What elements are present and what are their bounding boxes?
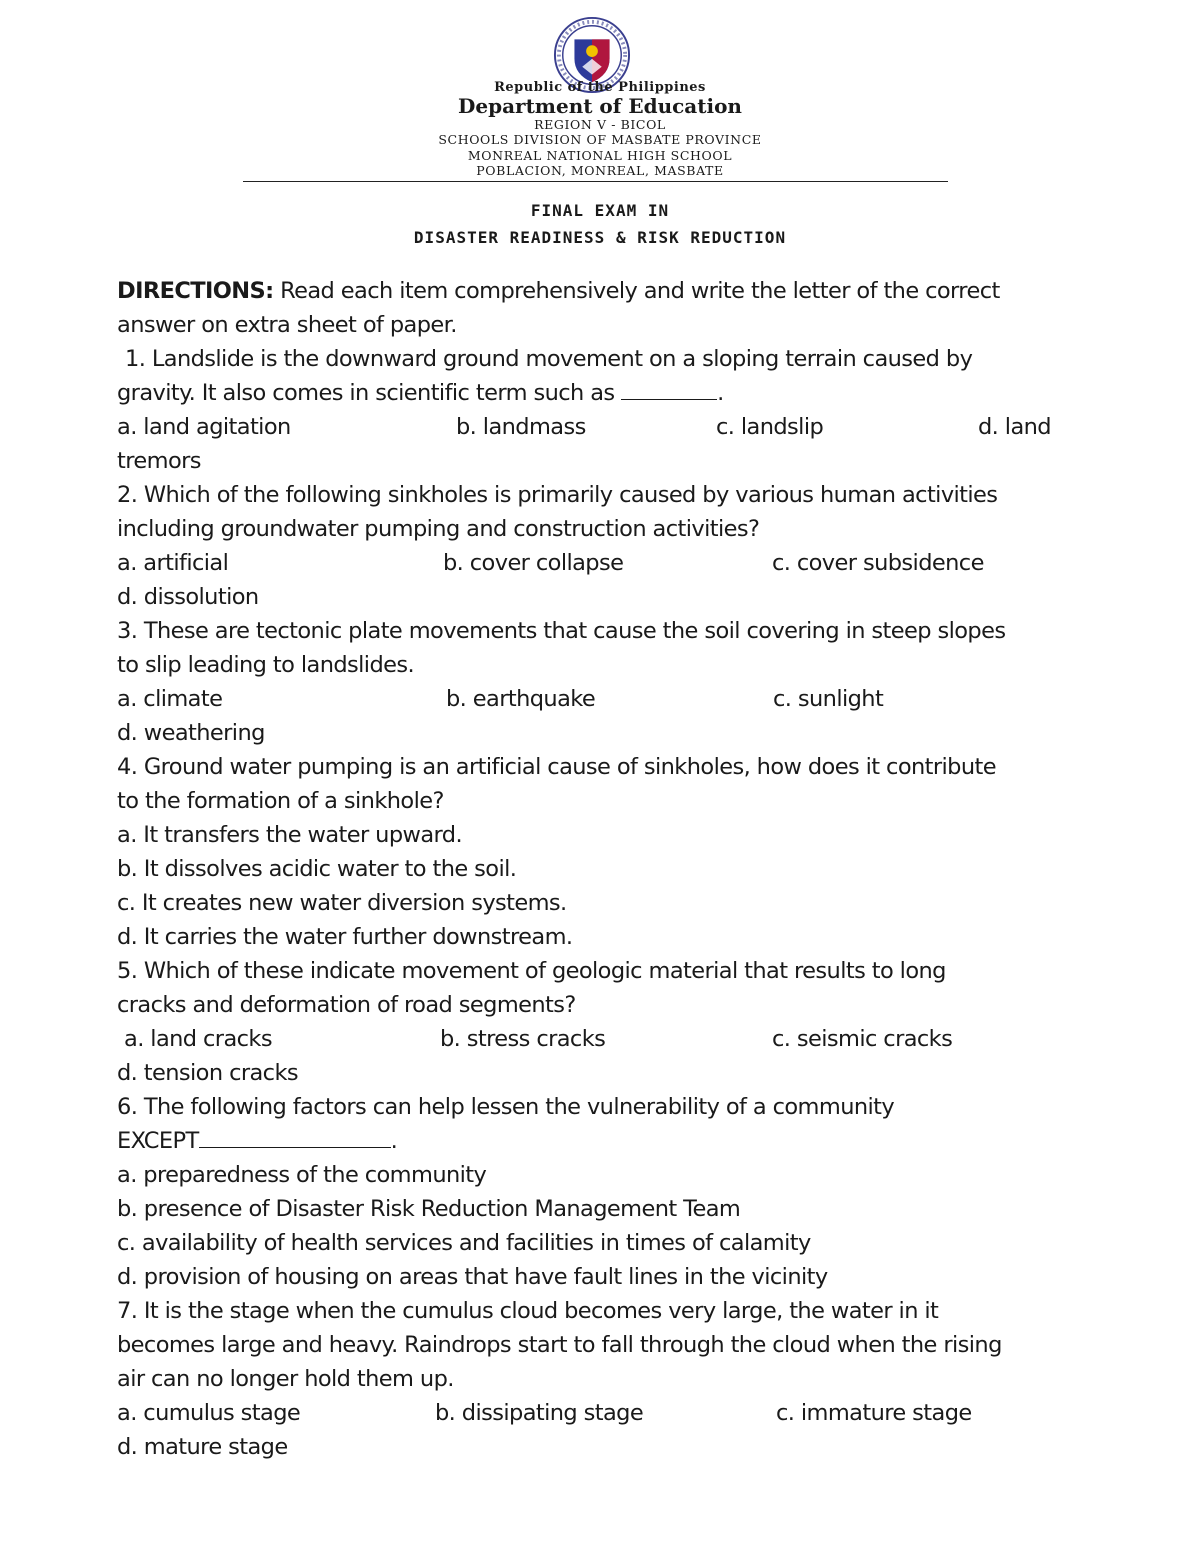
exam-content: [117, 274, 1087, 1464]
answer-blank: [621, 377, 717, 400]
option-c: c. landslip: [716, 414, 824, 440]
question-7-line2: becomes large and heavy. Raindrops start to fall through the cloud when the rising: [117, 1332, 1002, 1358]
option-a: a. It transfers the water upward.: [117, 822, 462, 848]
question-3-options: [117, 682, 1087, 716]
question-1-line2: [117, 376, 1087, 410]
option-a: a. artificial: [117, 550, 229, 576]
answer-blank: [199, 1125, 391, 1148]
directions-text: Read each item comprehensively and write the letter of the correct: [273, 278, 1000, 304]
question-7-option-d: d. mature stage: [117, 1434, 288, 1460]
question-7-line1: 7. It is the stage when the cumulus cloud becomes very large, the water in it: [117, 1298, 939, 1324]
question-1-tail: .: [717, 380, 724, 406]
option-a: a. climate: [117, 686, 223, 712]
option-a: a. land agitation: [117, 414, 291, 440]
option-c: c. immature stage: [776, 1400, 972, 1426]
division-line: SCHOOLS DIVISION OF MASBATE PROVINCE: [438, 132, 762, 147]
question-4-line1: 4. Ground water pumping is an artificial cause of sinkholes, how does it contribute: [117, 754, 996, 780]
directions-line2: answer on extra sheet of paper.: [117, 312, 457, 338]
question-6-tail: .: [390, 1128, 398, 1154]
option-a: a. preparedness of the community: [117, 1162, 487, 1188]
question-5-line2: cracks and deformation of road segments?: [117, 992, 576, 1018]
header-divider: [243, 181, 948, 182]
question-2-options: [117, 546, 1087, 580]
school-name: MONREAL NATIONAL HIGH SCHOOL: [467, 148, 733, 163]
option-c: c. cover subsidence: [772, 550, 984, 576]
republic-line: Republic of the Philippines: [494, 80, 706, 95]
question-5-line1: 5. Which of these indicate movement of geologic material that results to long: [117, 958, 946, 984]
exam-title-line1: FINAL EXAM IN: [530, 201, 670, 220]
question-5-options: [117, 1022, 1087, 1056]
option-d: d. land: [978, 414, 1051, 440]
option-d: d. It carries the water further downstream.: [117, 924, 573, 950]
option-b: b. It dissolves acidic water to the soil.: [117, 856, 517, 882]
option-c: c. availability of health services and facilities in times of calamity: [117, 1230, 811, 1256]
question-4-line2: to the formation of a sinkhole?: [117, 788, 444, 814]
option-a: a. cumulus stage: [117, 1400, 301, 1426]
question-6-line2: [117, 1124, 1087, 1158]
question-2-option-d: d. dissolution: [117, 584, 259, 610]
school-address: POBLACION, MONREAL, MASBATE: [476, 163, 724, 178]
question-3-line1: 3. These are tectonic plate movements that cause the soil covering in steep slopes: [117, 618, 1006, 644]
question-6-text: EXCEPT: [117, 1128, 199, 1154]
question-7-options: [117, 1396, 1087, 1430]
option-b: b. earthquake: [446, 686, 596, 712]
option-b: b. landmass: [456, 414, 586, 440]
option-a: a. land cracks: [124, 1026, 272, 1052]
option-c: c. sunlight: [773, 686, 884, 712]
directions-line1: [117, 274, 1087, 308]
option-b: b. stress cracks: [440, 1026, 606, 1052]
question-1-line1: 1. Landslide is the downward ground movement on a sloping terrain caused by: [125, 346, 973, 372]
option-c: c. It creates new water diversion systems.: [117, 890, 567, 916]
question-3-line2: to slip leading to landslides.: [117, 652, 415, 678]
exam-title-line2: DISASTER READINESS & RISK REDUCTION: [413, 228, 787, 247]
question-1-options-wrap: tremors: [117, 448, 201, 474]
option-c: c. seismic cracks: [772, 1026, 953, 1052]
question-2-line2: including groundwater pumping and construction activities?: [117, 516, 760, 542]
option-b: b. presence of Disaster Risk Reduction Management Team: [117, 1196, 741, 1222]
option-b: b. cover collapse: [443, 550, 624, 576]
option-d: d. provision of housing on areas that have fault lines in the vicinity: [117, 1264, 828, 1290]
question-1-options: [117, 410, 1087, 444]
region-line: REGION V - BICOL: [534, 117, 666, 132]
question-5-option-d: d. tension cracks: [117, 1060, 298, 1086]
question-7-line3: air can no longer hold them up.: [117, 1366, 454, 1392]
question-2-line1: 2. Which of the following sinkholes is primarily caused by various human activities: [117, 482, 998, 508]
directions-label: DIRECTIONS:: [117, 278, 274, 304]
option-b: b. dissipating stage: [435, 1400, 644, 1426]
department-name: Department of Education: [458, 94, 742, 118]
question-3-option-d: d. weathering: [117, 720, 265, 746]
question-1-text: gravity. It also comes in scientific term such as: [117, 380, 615, 406]
question-6-line1: 6. The following factors can help lessen the vulnerability of a community: [117, 1094, 895, 1120]
